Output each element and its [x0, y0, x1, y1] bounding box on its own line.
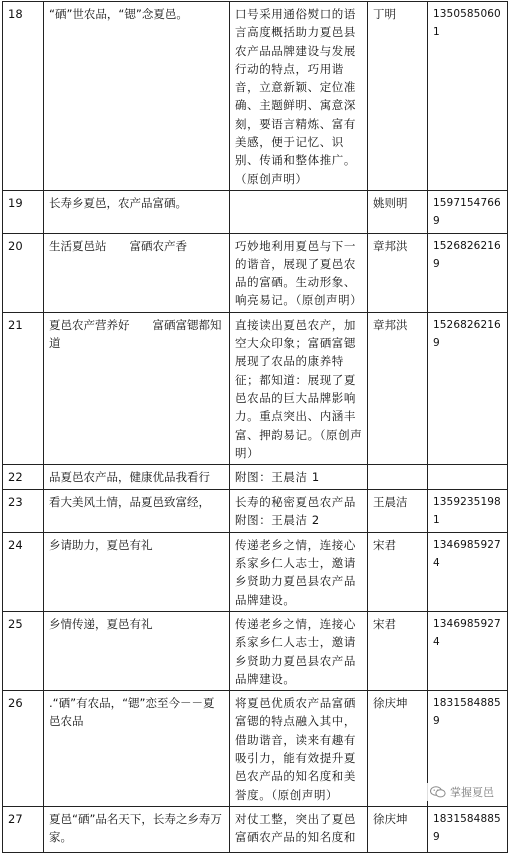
slogan-cell: 乡情传递，夏邑有礼 — [44, 611, 230, 690]
author-cell: 章邦洪 — [368, 233, 428, 312]
slogan-cell: “硒”世农品，“锶”念夏邑。 — [44, 2, 230, 191]
slogan-cell: 品夏邑农产品，健康优品我看行 — [44, 465, 230, 490]
slogan-cell: .“硒”有农品，“锶”恋至今－－夏邑农品 — [44, 691, 230, 807]
slogan-cell: 生活夏邑站 富硒农产香 — [44, 233, 230, 312]
row-number: 25 — [3, 611, 44, 690]
author-cell: 宋君 — [368, 532, 428, 611]
table-row — [3, 611, 508, 690]
author-cell: 姚则明 — [368, 190, 428, 233]
table-row — [3, 2, 508, 191]
description-cell: 口号采用通俗熨口的语言高度概括助力夏邑县农产品品牌建设与发展行动的特点，巧用谐音，立意新颖、定位准确、主题鲜明、寓意深刻，要语言精炼、富有美感，便于记忆、识别、传诵和整体推广。（原创声明） — [230, 2, 368, 191]
author-cell: 章邦洪 — [368, 312, 428, 464]
phone-cell: 15971547669 — [428, 190, 508, 233]
table-row — [3, 465, 508, 490]
description-cell: 将夏邑优质农产品富硒富锶的特点融入其中，借助谐音，读来有趣有吸引力，能有效提升夏邑农产品的知名度和美誉度。（原创声明） — [230, 691, 368, 807]
row-number: 24 — [3, 532, 44, 611]
author-cell — [368, 465, 428, 490]
author-cell: 王晨洁 — [368, 490, 428, 533]
row-number: 21 — [3, 312, 44, 464]
row-number: 27 — [3, 806, 44, 852]
table-row — [3, 312, 508, 464]
phone-cell: 15268262169 — [428, 312, 508, 464]
table-row — [3, 490, 508, 533]
phone-cell: 18315848859 — [428, 691, 508, 807]
table-row — [3, 190, 508, 233]
description-cell: 附图：王晨洁 1 — [230, 465, 368, 490]
row-number: 22 — [3, 465, 44, 490]
slogan-cell: 夏邑农产营养好 富硒富锶都知道 — [44, 312, 230, 464]
author-cell: 丁明 — [368, 2, 428, 191]
description-cell: 直接读出夏邑农产，加空大众印象；富硒富锶展现了农品的康养特征；都知道：展现了夏邑农品的巨大品牌影响力。重点突出、内涵丰富、押韵易记。（原创声明） — [230, 312, 368, 464]
description-cell: 传递老乡之情，连接心系家乡仁人志士，邀请乡贤助力夏邑县农产品品牌建设。 — [230, 532, 368, 611]
watermark-label: 掌握夏邑 — [450, 786, 494, 799]
author-cell: 徐庆坤 — [368, 806, 428, 852]
wechat-icon — [430, 786, 446, 798]
author-cell: 徐庆坤 — [368, 691, 428, 807]
table-row — [3, 233, 508, 312]
table-row — [3, 806, 508, 852]
row-number: 20 — [3, 233, 44, 312]
phone-cell: 13592351981 — [428, 490, 508, 533]
row-number: 18 — [3, 2, 44, 191]
description-cell: 对仗工整，突出了夏邑富硒农产品的知名度和 — [230, 806, 368, 852]
slogan-table — [2, 1, 508, 853]
description-cell: 长寿的秘密夏邑农产品附图：王晨洁 2 — [230, 490, 368, 533]
description-cell — [230, 190, 368, 233]
phone-cell: 13505850601 — [428, 2, 508, 191]
description-cell: 传递老乡之情，连接心系家乡仁人志士，邀请乡贤助力夏邑县农产品品牌建设。 — [230, 611, 368, 690]
slogan-cell: 乡请助力，夏邑有礼 — [44, 532, 230, 611]
phone-cell: 18315848859 — [428, 806, 508, 852]
phone-cell: 13469859274 — [428, 532, 508, 611]
watermark — [427, 783, 497, 801]
row-number: 26 — [3, 691, 44, 807]
table-row — [3, 532, 508, 611]
slogan-cell: 夏邑“硒”品名天下，长寿之乡寿万家。 — [44, 806, 230, 852]
author-cell: 宋君 — [368, 611, 428, 690]
phone-cell: 15268262169 — [428, 233, 508, 312]
slogan-cell: 长寿乡夏邑，农产品富硒。 — [44, 190, 230, 233]
phone-cell: 13469859274 — [428, 611, 508, 690]
slogan-cell: 看大美风土情，品夏邑致富经， — [44, 490, 230, 533]
row-number: 23 — [3, 490, 44, 533]
description-cell: 巧妙地利用夏邑与下一的谐音，展现了夏邑农品的富硒。生动形象、响亮易记。（原创声明） — [230, 233, 368, 312]
phone-cell — [428, 465, 508, 490]
row-number: 19 — [3, 190, 44, 233]
